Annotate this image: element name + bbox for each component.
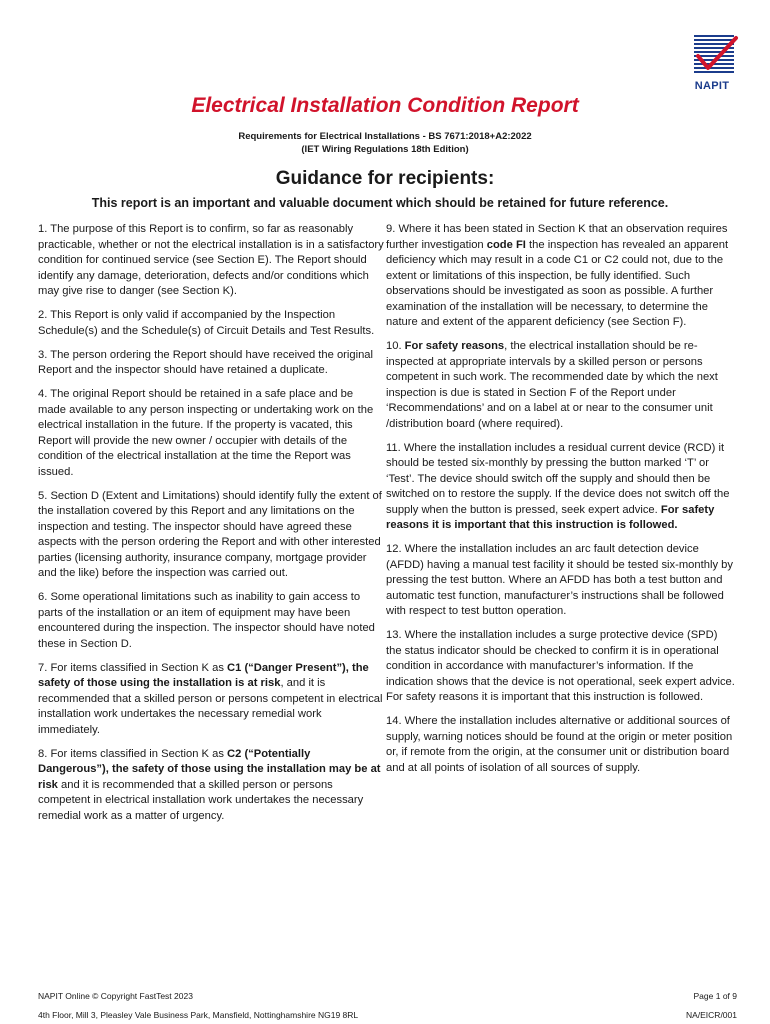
requirements-line-2: (IET Wiring Regulations 18th Edition) xyxy=(301,144,469,155)
guidance-item-1: 1. The purpose of this Report is to confirm, so far as reasonably practicable, whether or not the electrical installation is in a satisfactory condition for continued service (see Section E). The Report should identify any damage, deterioration, defects and/or conditions which may give rise to danger (see Section K). xyxy=(38,223,384,297)
napit-check-icon xyxy=(684,32,740,78)
guidance-left-column xyxy=(38,222,384,833)
footer-copyright: NAPIT Online © Copyright FastTest 2023 xyxy=(38,991,193,1001)
guidance-item-13: 13. Where the installation includes a surge protective device (SPD) the status indicator should be checked to confirm it is in operational condition in accordance with manufacturer’s information. If the indication shows that the device is not operational, seek expert advice. For safety reasons it is important that this instruction is followed. xyxy=(386,629,735,703)
guidance-item-2: 2. This Report is only valid if accompanied by the Inspection Schedule(s) and the Schedule(s) of Circuit Details and Test Results. xyxy=(38,309,375,337)
guidance-item-6: 6. Some operational limitations such as inability to gain access to parts of the installation or an item of equipment may have been encountered during the inspection. The inspector should have noted these in Section D. xyxy=(38,591,375,650)
intro-statement: This report is an important and valuable document which should be retained for future reference. xyxy=(91,196,669,210)
requirements xyxy=(0,130,770,156)
guidance-item-4: 4. The original Report should be retained in a safe place and be made available to any person inspecting or undertaking work on the electrical installation in the future. If the property is vacated, this Report will provide the new owner / occupier with details of the condition of the electrical installation at the time the Report was issued. xyxy=(38,388,374,478)
guidance-item-3: 3. The person ordering the Report should have received the original Report and the inspector should have retained a duplicate. xyxy=(38,348,374,376)
napit-logo xyxy=(684,32,740,92)
guidance-item-11: 11. Where the installation includes a residual current device (RCD) it should be tested six-monthly by pressing the button marked ‘T’ or ‘Test’. The device should switch off the supply and should then be switched on to restore the supply. If the device does not switch off the supply when the button is pressed, seek expert advice. For safety reasons it is important that this instruction is followed. xyxy=(386,441,730,531)
guidance-item-12: 12. Where the installation includes an arc fault detection device (AFDD) having a manual test facility it should be tested six-monthly by pressing the test button. Where an AFDD has both a test button and automatic test function, manufacturer’s instructions shall be followed with respect to test button operation. xyxy=(386,543,733,617)
report-title: Electrical Installation Condition Report xyxy=(191,94,579,117)
guidance-item-9: 9. Where it has been stated in Section K that an observation requires further investigation code FI the inspection has revealed an apparent deficiency which may result in a code C1 or C2 could not, due to the extent or limitations of this inspection, be fully identified. Such observations should be investigated as soon as possible. A further examination of the installation will be necessary, to determine the nature and extent of the apparent deficiency (see Section F). xyxy=(386,223,729,328)
guidance-item-8: 8. For items classified in Section K as C2 (“Potentially Dangerous”), the safety of those using the installation may be at risk and it is recommended that a skilled person or persons competent in electrical installation work undertakes the necessary remedial work as a matter of urgency. xyxy=(38,747,381,822)
guidance-right-column xyxy=(386,222,736,785)
footer-doc-code: NA/EICR/001 xyxy=(685,1010,737,1020)
guidance-item-5: 5. Section D (Extent and Limitations) should identify fully the extent of the installation covered by this Report and any limitations on the inspection and testing. The inspector should have agreed these aspects with the person ordering the Report and with other interested parties (licensing authority, insurance company, mortgage provider and the like) before the inspection was carried out. xyxy=(38,489,382,579)
guidance-item-7: 7. For items classified in Section K as C1 (“Danger Present”), the safety of those using the installation is at risk, and it is recommended that a skilled person or persons competent in electrical installation work undertakes the necessary remedial work immediately. xyxy=(38,661,383,736)
footer-page-number: Page 1 of 9 xyxy=(693,991,737,1001)
logo-text: NAPIT xyxy=(694,80,730,92)
footer-address: 4th Floor, Mill 3, Pleasley Vale Business Park, Mansfield, Nottinghamshire NG19 8RL xyxy=(38,1010,359,1020)
guidance-item-10: 10. For safety reasons, the electrical installation should be re-inspected at appropriate intervals by a skilled person or persons competent in such work. The recommended date by which the next inspection is due is stated in Section F of the Report under ‘Recommendations’ and on a label at or near to the consumer unit /distribution board (where required). xyxy=(386,340,718,430)
guidance-item-14: 14. Where the installation includes alternative or additional sources of supply, warning notices should be found at the origin or meter position or, if remote from the origin, at the consumer unit or distribution board and at all points of isolation of all sources of supply. xyxy=(386,715,733,774)
guidance-heading: Guidance for recipients: xyxy=(275,168,495,189)
requirements-line-1: Requirements for Electrical Installations - BS 7671:2018+A2:2022 xyxy=(238,131,532,142)
